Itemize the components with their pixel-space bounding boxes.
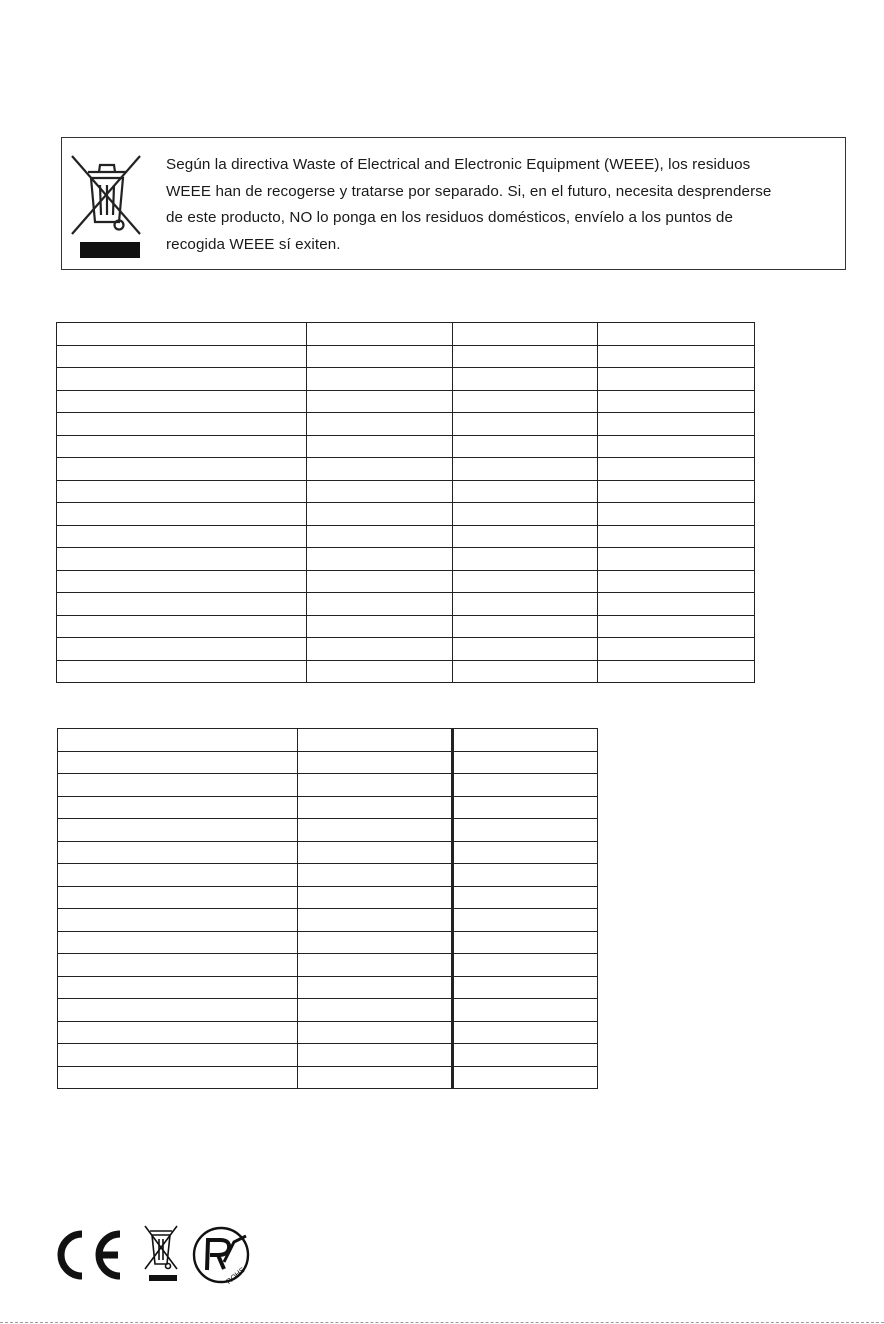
table2-cell [58, 819, 298, 842]
table2-cell [58, 1066, 298, 1089]
spec-table-1 [56, 322, 755, 683]
table1-cell [598, 570, 755, 593]
table1-row [57, 323, 755, 346]
table1-cell [598, 503, 755, 526]
table2-cell [298, 1044, 453, 1067]
table1-cell [598, 660, 755, 683]
table1-cell [453, 480, 598, 503]
table1-cell [57, 503, 307, 526]
table2-row [58, 1044, 598, 1067]
table2-cell [298, 774, 453, 797]
table2-cell [298, 999, 453, 1022]
table1-cell [307, 435, 453, 458]
table2-cell [58, 864, 298, 887]
table1-cell [307, 638, 453, 661]
spec-table-1-body [57, 323, 755, 683]
table1-cell [57, 323, 307, 346]
table1-cell [598, 593, 755, 616]
table1-cell [57, 638, 307, 661]
table1-cell [307, 390, 453, 413]
table2-cell [58, 1044, 298, 1067]
table1-cell [598, 480, 755, 503]
table2-cell [298, 1066, 453, 1089]
table1-row [57, 503, 755, 526]
table1-cell [57, 345, 307, 368]
table2-cell [453, 931, 598, 954]
table1-row [57, 638, 755, 661]
table2-cell [58, 729, 298, 752]
table2-cell [453, 886, 598, 909]
table2-cell [58, 751, 298, 774]
weee-notice-line: WEEE han de recogerse y tratarse por separado. Si, en el futuro, necesita desprenderse [166, 182, 772, 200]
table2-cell [58, 796, 298, 819]
table2-cell [298, 909, 453, 932]
spec-table-2-body [58, 729, 598, 1089]
table2-row [58, 1021, 598, 1044]
crossed-out-wheelie-bin-icon [70, 152, 144, 260]
table2-cell [298, 1021, 453, 1044]
table1-cell [57, 390, 307, 413]
table2-cell [58, 774, 298, 797]
table1-row [57, 345, 755, 368]
table1-cell [453, 435, 598, 458]
table1-cell [307, 525, 453, 548]
table1-cell [598, 615, 755, 638]
table1-cell [598, 390, 755, 413]
table1-row [57, 593, 755, 616]
table1-cell [57, 660, 307, 683]
table1-cell [57, 525, 307, 548]
table2-cell [453, 976, 598, 999]
table1-cell [57, 570, 307, 593]
table2-cell [298, 796, 453, 819]
table2-cell [453, 954, 598, 977]
weee-notice-line: de este producto, NO lo ponga en los residuos domésticos, envíelo a los puntos de [166, 209, 734, 226]
table1-cell [307, 413, 453, 436]
table2-row [58, 796, 598, 819]
table2-cell [453, 751, 598, 774]
table1-row [57, 615, 755, 638]
table1-cell [453, 660, 598, 683]
table1-cell [453, 593, 598, 616]
table1-cell [453, 638, 598, 661]
table1-cell [453, 525, 598, 548]
table1-cell [307, 458, 453, 481]
weee-notice-line: recogida WEEE sí exiten. [166, 235, 341, 253]
table2-row [58, 886, 598, 909]
table2-row [58, 999, 598, 1022]
rohs-mark-text: ROHS [224, 1265, 247, 1286]
table1-cell [57, 413, 307, 436]
table1-cell [307, 548, 453, 571]
table1-cell [598, 345, 755, 368]
table2-row [58, 819, 598, 842]
table1-cell [453, 615, 598, 638]
table2-cell [453, 1066, 598, 1089]
table2-cell [453, 909, 598, 932]
table2-cell [58, 954, 298, 977]
table1-cell [307, 480, 453, 503]
table2-cell [58, 1021, 298, 1044]
table2-cell [298, 751, 453, 774]
table2-row [58, 841, 598, 864]
rohs-mark-icon [194, 1228, 248, 1286]
table2-row [58, 729, 598, 752]
table2-cell [453, 864, 598, 887]
table1-cell [598, 435, 755, 458]
table1-cell [598, 548, 755, 571]
table2-row [58, 864, 598, 887]
table2-row [58, 774, 598, 797]
table1-row [57, 390, 755, 413]
table2-cell [298, 729, 453, 752]
table1-cell [453, 570, 598, 593]
table1-row [57, 480, 755, 503]
table2-row [58, 1066, 598, 1089]
table2-cell [298, 864, 453, 887]
table1-cell [453, 323, 598, 346]
table2-cell [58, 886, 298, 909]
table1-cell [307, 323, 453, 346]
weee-notice-text [166, 152, 839, 258]
table2-cell [298, 819, 453, 842]
table2-cell [58, 931, 298, 954]
table2-cell [453, 796, 598, 819]
table2-cell [58, 841, 298, 864]
weee-notice [61, 137, 846, 270]
table1-cell [57, 458, 307, 481]
table1-cell [453, 413, 598, 436]
table1-row [57, 458, 755, 481]
table2-cell [58, 999, 298, 1022]
table1-cell [307, 570, 453, 593]
table2-cell [298, 886, 453, 909]
table1-cell [57, 593, 307, 616]
table1-cell [453, 503, 598, 526]
table1-cell [57, 548, 307, 571]
table2-cell [453, 819, 598, 842]
table1-cell [307, 368, 453, 391]
table1-cell [453, 458, 598, 481]
table2-cell [58, 909, 298, 932]
table1-cell [598, 458, 755, 481]
table1-row [57, 570, 755, 593]
table2-row [58, 976, 598, 999]
weee-notice-line: Según la directiva Waste of Electrical and Electronic Equipment (WEEE), los residuos [166, 156, 751, 173]
table1-cell [453, 390, 598, 413]
table1-row [57, 525, 755, 548]
table1-cell [307, 345, 453, 368]
table1-cell [598, 323, 755, 346]
table1-cell [598, 638, 755, 661]
table2-cell [453, 774, 598, 797]
table1-row [57, 548, 755, 571]
table1-cell [57, 615, 307, 638]
table2-cell [58, 976, 298, 999]
table1-cell [307, 503, 453, 526]
table2-row [58, 751, 598, 774]
page-edge-rule [0, 1322, 884, 1323]
table1-cell [453, 345, 598, 368]
table2-cell [453, 841, 598, 864]
table1-cell [307, 660, 453, 683]
table2-cell [298, 931, 453, 954]
table2-cell [298, 841, 453, 864]
table2-row [58, 909, 598, 932]
table1-cell [57, 368, 307, 391]
table2-cell [453, 999, 598, 1022]
table2-cell [453, 1021, 598, 1044]
table1-row [57, 435, 755, 458]
table1-row [57, 413, 755, 436]
table2-row [58, 931, 598, 954]
table1-cell [57, 435, 307, 458]
table1-cell [307, 615, 453, 638]
table2-cell [453, 729, 598, 752]
table1-row [57, 368, 755, 391]
certification-logos [50, 1222, 260, 1288]
weee-bin-icon [145, 1226, 177, 1281]
table2-row [58, 954, 598, 977]
table1-cell [453, 368, 598, 391]
table1-cell [453, 548, 598, 571]
table1-row [57, 660, 755, 683]
table2-cell [298, 954, 453, 977]
ce-mark-icon [61, 1234, 120, 1276]
table1-cell [598, 525, 755, 548]
table2-cell [298, 976, 453, 999]
table1-cell [598, 368, 755, 391]
table1-cell [598, 413, 755, 436]
spec-table-2 [57, 728, 598, 1089]
table1-cell [307, 593, 453, 616]
table1-cell [57, 480, 307, 503]
table2-cell [453, 1044, 598, 1067]
